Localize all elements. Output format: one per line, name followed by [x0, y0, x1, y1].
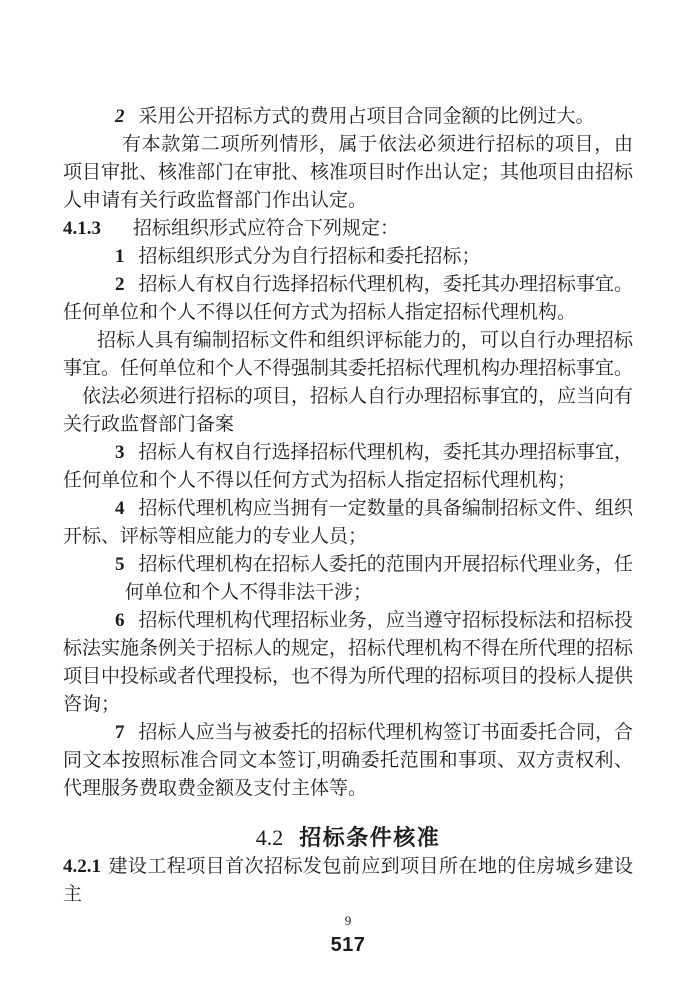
paragraph-text: 有本款第二项所列情形，属于依法必须进行招标的项目，由项目审批、核准部门在审批、核准项目时作出认定；其他项目由招标人申请有关行政监督部门作出认定。 [63, 134, 634, 211]
clause-4-2-1 [63, 853, 633, 909]
item-text: 招标代理机构应当拥有一定数量的具备编制招标文件、组织开标、评标等相应能力的专业人员； [63, 498, 633, 547]
clause-4-1-3 [63, 215, 633, 243]
list-item-6 [63, 607, 633, 719]
clause-text: 建设工程项目首次招标发包前应到项目所在地的住房城乡建设主 [63, 856, 633, 905]
paragraph-text: 依法必须进行招标的项目，招标人自行办理招标事宜的，应当向有关行政监督部门备案 [63, 386, 634, 435]
paragraph-determination [63, 131, 633, 215]
paragraph-self-bidding [63, 327, 633, 383]
volume-page-number: 517 [330, 934, 366, 956]
section-heading-4-2 [63, 823, 633, 853]
list-item-2-top [63, 103, 633, 131]
paragraph-text: 招标人具有编制招标文件和组织评标能力的，可以自行办理招标事宜。任何单位和个人不得强制其委托招标代理机构办理招标事宜。 [63, 330, 634, 379]
item-text: 招标代理机构在招标人委托的范围内开展招标代理业务，任何单位和个人不得非法干涉； [125, 554, 633, 603]
item-text: 招标人有权自行选择招标代理机构，委托其办理招标事宜。任何单位和个人不得以任何方式为招标人指定招标代理机构。 [63, 274, 633, 323]
item-text: 招标组织形式分为自行招标和委托招标； [138, 246, 481, 267]
item-number: 4 [115, 498, 125, 519]
document-body [63, 103, 633, 909]
section-number: 4.2 [255, 825, 284, 850]
list-item-7 [63, 719, 633, 803]
item-text: 招标人应当与被委托的招标代理机构签订书面委托合同，合同文本按照标准合同文本签订,明确委托范围和事项、双方责权利、代理服务费取费金额及支付主体等。 [63, 722, 633, 799]
item-number: 7 [115, 722, 125, 743]
clause-number: 4.2.1 [63, 856, 101, 877]
item-number: 6 [115, 610, 125, 631]
item-number: 1 [115, 246, 125, 267]
list-item-2 [63, 271, 633, 327]
item-number: 2 [115, 274, 125, 295]
item-text: 招标代理机构代理招标业务，应当遵守招标投标法和招标投标法实施条例关于招标人的规定，招标代理机构不得在所代理的招标项目中投标或者代理投标，也不得为所代理的招标项目的投标人提供咨询； [63, 610, 634, 715]
list-item-1 [63, 243, 633, 271]
clause-number: 4.1.3 [63, 218, 101, 239]
section-title: 招标条件核准 [299, 825, 441, 850]
list-item-5 [63, 551, 633, 607]
item-number: 2 [115, 106, 125, 127]
item-text: 采用公开招标方式的费用占项目合同金额的比例过大。 [138, 106, 595, 127]
clause-text: 招标组织形式应符合下列规定： [133, 218, 400, 239]
list-item-4 [63, 495, 633, 551]
item-text: 招标人有权自行选择招标代理机构，委托其办理招标事宜， 任何单位和个人不得以任何方式为招标人指定招标代理机构； [63, 442, 633, 491]
paragraph-filing [63, 383, 633, 439]
list-item-3 [63, 439, 633, 495]
item-number: 5 [115, 554, 125, 575]
item-number: 3 [115, 442, 125, 463]
page-number: 9 [344, 913, 352, 928]
